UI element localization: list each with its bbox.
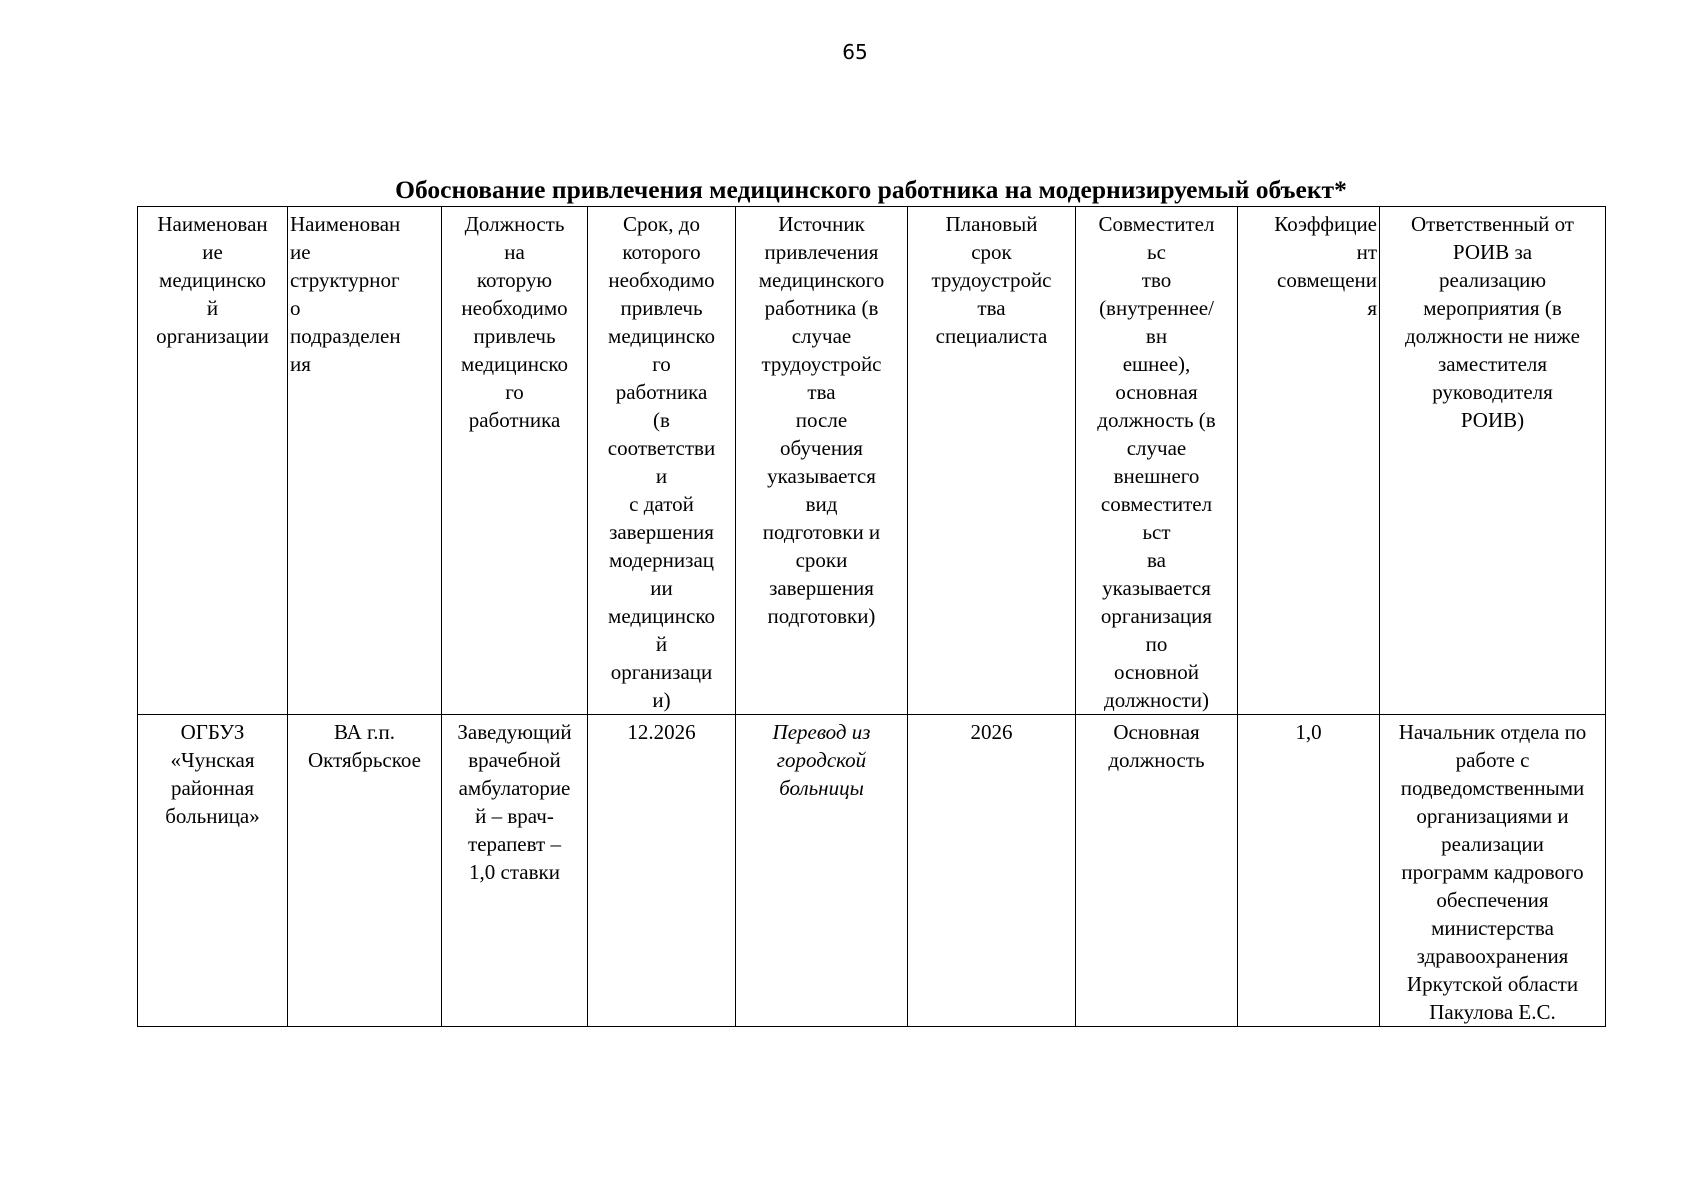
cell-line: медицинско [461,352,568,376]
document-title: Обоснование привлечения медицинского работника на модернизируемый объект* [395,175,1347,204]
cell-source [736,715,908,1027]
cell-line: организации [156,324,269,348]
header-source [736,207,908,715]
cell-line: 2026 [970,720,1013,744]
cell-line: указывается [1102,576,1211,600]
cell-line: амбулаторие [458,776,571,800]
cell-line: которого [622,240,701,264]
cell-coefficient [1238,715,1380,1027]
cell-deadline [588,715,736,1027]
cell-line: работе с [1455,748,1530,772]
cell-line: должности) [1104,688,1209,712]
cell-line: терапевт – [468,832,561,856]
cell-position [442,715,588,1027]
cell-line: медицинско [608,604,715,628]
cell-line: работника [468,408,561,432]
cell-line: должность [1108,748,1205,772]
header-combination [1076,207,1238,715]
cell-line: ОГБУЗ [180,720,245,744]
cell-line: обеспечения [1436,888,1549,912]
cell-line: указывается [767,464,876,488]
cell-line: структурног [290,268,400,292]
cell-line: ия [290,352,311,376]
cell-line: завершения [769,576,874,600]
cell-line: РОИВ) [1460,408,1525,432]
cell-line: привлечь [473,324,556,348]
cell-line: ие [290,240,311,264]
cell-line: завершения [609,520,714,544]
cell-line: сроки [795,548,848,572]
cell-line: о [290,296,301,320]
cell-line: специалиста [935,324,1048,348]
cell-line: организаци [610,660,713,684]
cell-planned-employment-date [908,715,1076,1027]
cell-line: заместителя [1437,352,1548,376]
cell-line: 1,0 ставки [469,860,560,884]
cell-line: Ответственный от [1411,212,1574,236]
cell-line: которую [476,268,553,292]
cell-line: Начальник отдела по [1398,720,1587,744]
cell-line: больница» [165,804,260,828]
cell-line: «Чунская [170,748,255,772]
cell-structural-unit [288,715,442,1027]
cell-line: ешнее), [1122,352,1191,376]
cell-line: совместител [1100,492,1213,516]
cell-line: (внутреннее/ [1099,296,1214,320]
cell-line: мероприятия (в [1423,296,1562,320]
cell-line: 12.2026 [627,720,696,744]
table-header-row [138,207,1606,715]
cell-line: и) [652,688,671,712]
cell-line: работника [615,380,708,404]
cell-line: тва [977,296,1006,320]
cell-line: подготовки и [762,520,881,544]
cell-line: соответстви [607,436,716,460]
cell-line: й [655,632,668,656]
cell-line: подразделен [290,324,401,348]
cell-line: городской [776,748,867,772]
cell-line: работника (в [764,296,879,320]
header-position [442,207,588,715]
cell-line: Октябрьское [308,748,421,772]
cell-line: я [1367,296,1377,320]
cell-line: и [655,464,668,488]
cell-line: тво [1141,268,1172,292]
cell-line: Заведующий [457,720,572,744]
header-organization-name [138,207,288,715]
cell-line: ьст [1142,520,1171,544]
cell-line: министерства [1431,916,1554,940]
cell-line: Срок, до [623,212,700,236]
cell-line: после [795,408,848,432]
cell-line: привлечения [764,240,879,264]
cell-organization-name [138,715,288,1027]
cell-line: вид [805,492,838,516]
cell-line: Основная [1113,720,1200,744]
cell-line: внешнего [1113,464,1200,488]
cell-line: трудоустройс [761,352,882,376]
cell-line: срок [971,240,1012,264]
cell-line: основной [1114,660,1199,684]
cell-line: медицинского [758,268,885,292]
cell-line: трудоустройс [931,268,1052,292]
header-planned-employment-date [908,207,1076,715]
cell-line: организация [1100,604,1213,628]
cell-line: й – врач- [475,804,554,828]
cell-line: с датой [629,492,694,516]
cell-line: (в [653,408,670,432]
cell-line: случае [1126,436,1187,460]
cell-line: й [206,296,219,320]
header-responsible-person [1380,207,1606,715]
cell-line: больницы [779,776,864,800]
cell-line: программ кадрового [1401,860,1584,884]
cell-line: основная [1115,380,1198,404]
cell-line: Пакулова Е.С. [1429,1000,1556,1024]
cell-line: вн [1145,324,1168,348]
table-row [138,715,1606,1027]
cell-line: привлечь [620,296,703,320]
cell-line: организациями и [1416,804,1569,828]
cell-line: обучения [780,436,863,460]
cell-line: ие [202,240,223,264]
cell-line: медицинско [159,268,266,292]
cell-line: го [505,380,524,404]
cell-line: подготовки) [767,604,876,628]
cell-line: руководителя [1432,380,1553,404]
cell-line: РОИВ за [1452,240,1533,264]
cell-line: нт [1356,240,1377,264]
cell-line: совмещени [1277,268,1377,292]
cell-line: Плановый [945,212,1038,236]
header-deadline [588,207,736,715]
cell-line: необходимо [608,268,715,292]
cell-line: Иркутской области [1406,972,1579,996]
page-number: 65 [842,40,868,64]
cell-line: Источник [778,212,865,236]
cell-line: на [504,240,525,264]
cell-line: модернизац [608,548,715,572]
cell-line: го [652,352,671,376]
cell-line: по [1145,632,1168,656]
cell-combination [1076,715,1238,1027]
cell-line: Коэффицие [1274,212,1377,236]
cell-line: реализацию [1438,268,1547,292]
cell-line: реализации [1441,832,1544,856]
header-coefficient [1238,207,1380,715]
cell-line: Наименован [157,212,268,236]
cell-line: Наименован [290,212,401,236]
cell-line: Перевод из [772,720,871,744]
cell-line: районная [170,776,254,800]
cell-line: тва [807,380,836,404]
cell-line: Совместител [1098,212,1215,236]
cell-line: медицинско [608,324,715,348]
cell-line: ьс [1147,240,1166,264]
cell-line: необходимо [461,296,568,320]
cell-line: ВА г.п. [333,720,396,744]
cell-responsible-person [1380,715,1606,1027]
cell-line: ва [1147,548,1166,572]
cell-line: здравоохранения [1416,944,1569,968]
cell-line: врачебной [468,748,561,772]
cell-line: 1,0 [1295,720,1322,744]
cell-line: должность (в [1097,408,1216,432]
cell-line: случае [791,324,852,348]
cell-line: должности не ниже [1405,324,1580,348]
header-structural-unit [288,207,442,715]
cell-line: ии [650,576,673,600]
justification-table [137,206,1606,1027]
cell-line: Должность [464,212,565,236]
cell-line: подведомственными [1400,776,1585,800]
